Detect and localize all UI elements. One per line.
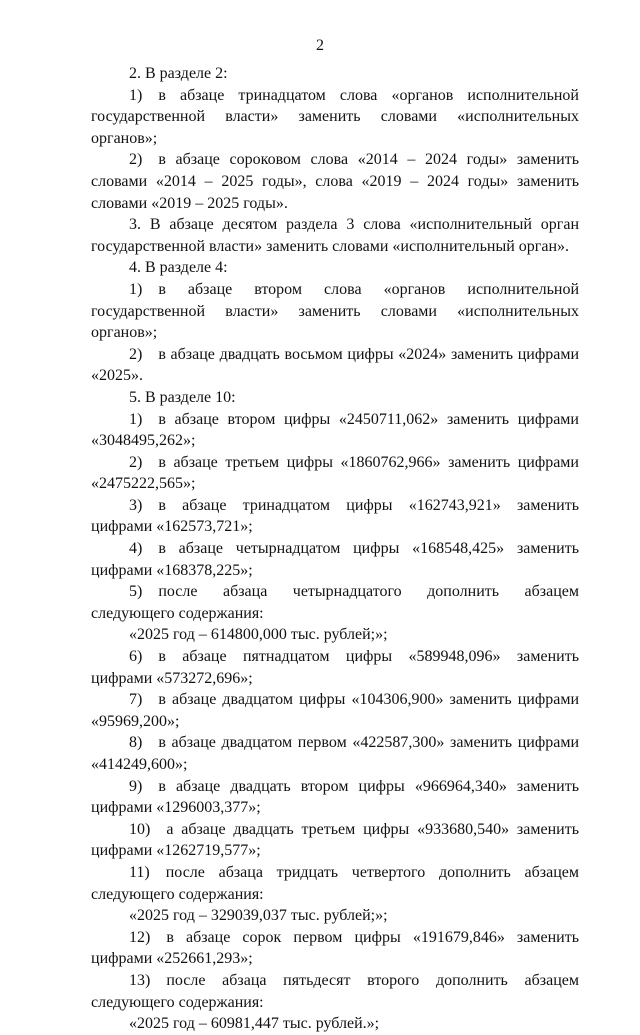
paragraph: 8) в абзаце двадцатом первом «422587,300» заменить цифрами «414249,600»; xyxy=(91,734,579,773)
quoted-insertion: «2025 год – 329039,037 тыс. рублей;»; xyxy=(129,907,388,925)
paragraph: 5. В разделе 10: xyxy=(129,388,236,406)
paragraph: 10) а абзаце двадцать третьем цифры «933680,540» заменить цифрами «1262719,577»; xyxy=(91,820,579,860)
paragraph: 5) после абзаца четырнадцатого дополнить абзацем следующего содержания: xyxy=(91,583,579,622)
paragraph: 3) в абзаце тринадцатом цифры «162743,921» заменить цифрами «162573,721»; xyxy=(91,496,579,536)
paragraph: 1) в абзаце втором цифры «2450711,062» заменить цифрами «3048495,262»; xyxy=(91,410,579,450)
paragraph: 2) в абзаце двадцать восьмом цифры «2024» заменить цифрами «2025». xyxy=(91,345,579,385)
paragraph: 13) после абзаца пятьдесят второго дополнить абзацем следующего содержания: xyxy=(91,971,579,1011)
paragraph: 11) после абзаца тридцать четвертого дополнить абзацем следующего содержания: xyxy=(91,863,579,903)
paragraph: 4) в абзаце четырнадцатом цифры «168548,425» заменить цифрами «168378,225»; xyxy=(91,540,579,579)
paragraph: 2. В разделе 2: xyxy=(129,65,228,82)
page-number: 2 xyxy=(316,37,324,54)
paragraph: 9) в абзаце двадцать втором цифры «966964,340» заменить цифрами «1296003,377»; xyxy=(91,777,579,817)
paragraph: 3. В абзаце десятом раздела 3 слова «исполнительный орган государственной власти» заменить словами «исполнительный орган». xyxy=(91,216,579,255)
paragraph: 1) в абзаце втором слова «органов исполнительной государственной власти» заменить словами «исполнительных органов»; xyxy=(91,280,579,342)
paragraph: 12) в абзаце сорок первом цифры «191679,846» заменить цифрами «252661,293»; xyxy=(91,928,579,968)
document-body xyxy=(91,63,579,1035)
paragraph: 2) в абзаце третьем цифры «1860762,966» заменить цифрами «2475222,565»; xyxy=(91,453,579,493)
quoted-insertion: «2025 год – 614800,000 тыс. рублей;»; xyxy=(129,626,388,644)
paragraph: 7) в абзаце двадцатом цифры «104306,900» заменить цифрами «95969,200»; xyxy=(91,691,579,730)
paragraph: 4. В разделе 4: xyxy=(129,259,228,277)
paragraph: 2) в абзаце сороковом слова «2014 – 2024 годы» заменить словами «2014 – 2025 годы», слова «2019 – 2024 годы» заменить словами «2019 – 2025 годы». xyxy=(91,151,579,212)
paragraph: 1) в абзаце тринадцатом слова «органов исполнительной государственной власти» заменить словами «исполнительных органов»; xyxy=(91,86,579,147)
paragraph: 6) в абзаце пятнадцатом цифры «589948,096» заменить цифрами «573272,696»; xyxy=(91,648,579,687)
quoted-insertion: «2025 год – 60981,447 тыс. рублей.»; xyxy=(129,1015,380,1033)
